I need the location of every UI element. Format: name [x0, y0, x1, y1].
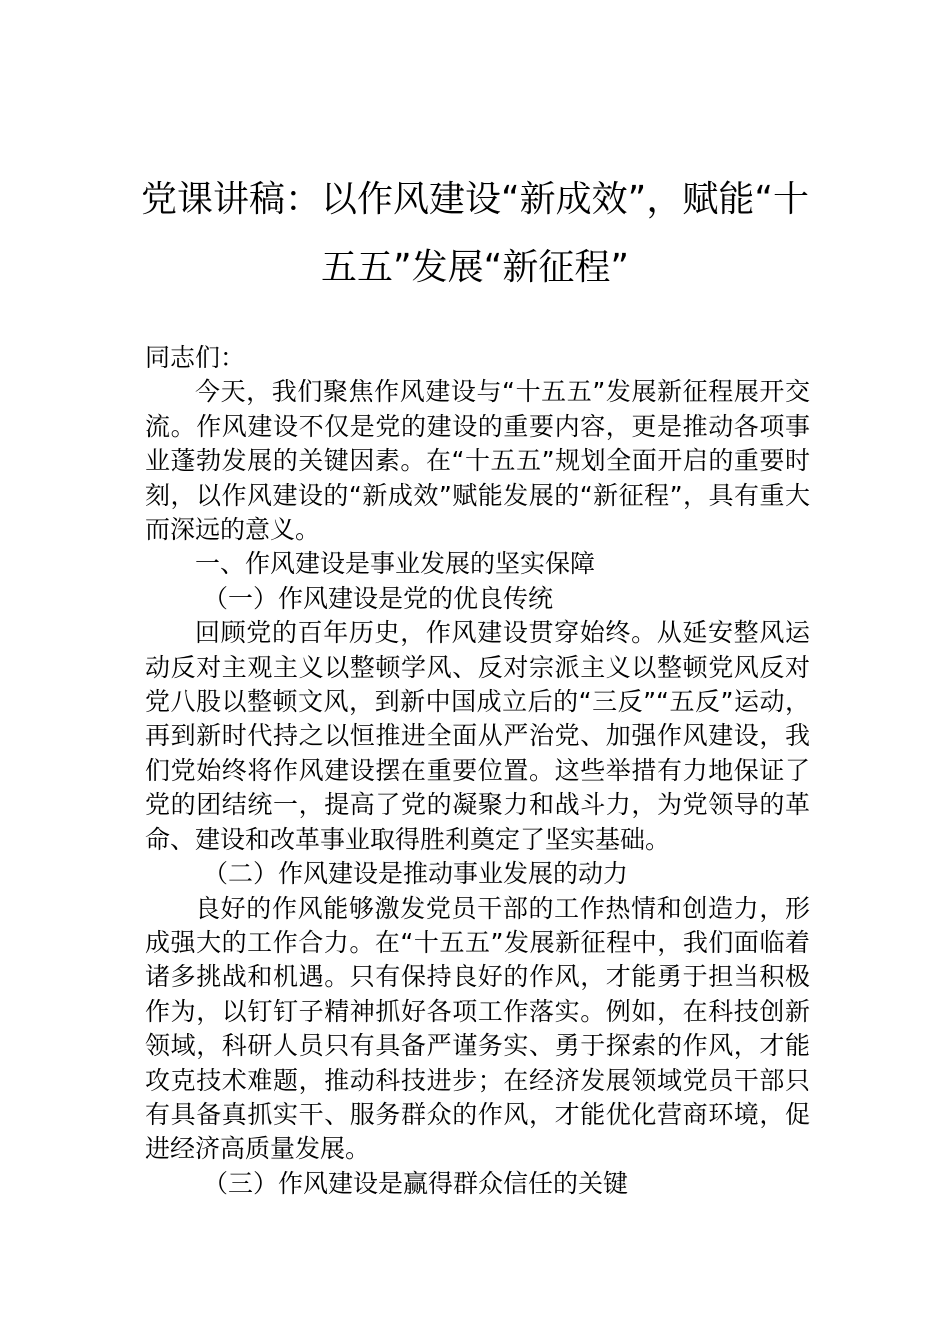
document-title-line-1: 党课讲稿：以作风建设“新成效”，赋能“十: [141, 179, 809, 220]
section-1-heading: 一、作风建设是事业发展的坚实保障: [195, 549, 596, 579]
subsection-2-heading: （二）作风建设是推动事业发展的动力: [203, 859, 629, 889]
document-title-line-2: 五五”发展“新征程”: [321, 247, 629, 288]
document-body: [145, 341, 810, 1201]
salutation: 同志们：: [145, 343, 246, 372]
subsection-3-heading: （三）作风建设是赢得群众信任的关键: [203, 1168, 629, 1198]
intro-paragraph: 今天，我们聚焦作风建设与“十五五”发展新征程展开交流。作风建设不仅是党的建设的重要内容，更是推动各项事业蓬勃发展的关键因素。在“十五五”规划全面开启的重要时刻，以作风建设的“新成效”赋能发展的“新征程”，具有重大而深远的意义。: [145, 377, 810, 545]
subsection-1-heading: （一）作风建设是党的优良传统: [203, 583, 554, 613]
subsection-1-body: 回顾党的百年历史，作风建设贯穿始终。从延安整风运动反对主观主义以整顿学风、反对宗派主义以整顿党风反对党八股以整顿文风，到新中国成立后的“三反”“五反”运动，再到新时代持之以恒推进全面从严治党、加强作风建设，我们党始终将作风建设摆在重要位置。这些举措有力地保证了党的团结统一，提高了党的凝聚力和战斗力，为党领导的革命、建设和改革事业取得胜利奠定了坚实基础。: [145, 618, 810, 854]
subsection-2-body: 良好的作风能够激发党员干部的工作热情和创造力，形成强大的工作合力。在“十五五”发展新征程中，我们面临着诸多挑战和机遇。只有保持良好的作风，才能勇于担当积极作为，以钉钉子精神抓好各项工作落实。例如，在科技创新领域，科研人员只有具备严谨务实、勇于探索的作风，才能攻克技术难题，推动科技进步；在经济发展领域党员干部只有具备真抓实干、服务群众的作风，才能优化营商环境，促进经济高质量发展。: [145, 893, 810, 1164]
